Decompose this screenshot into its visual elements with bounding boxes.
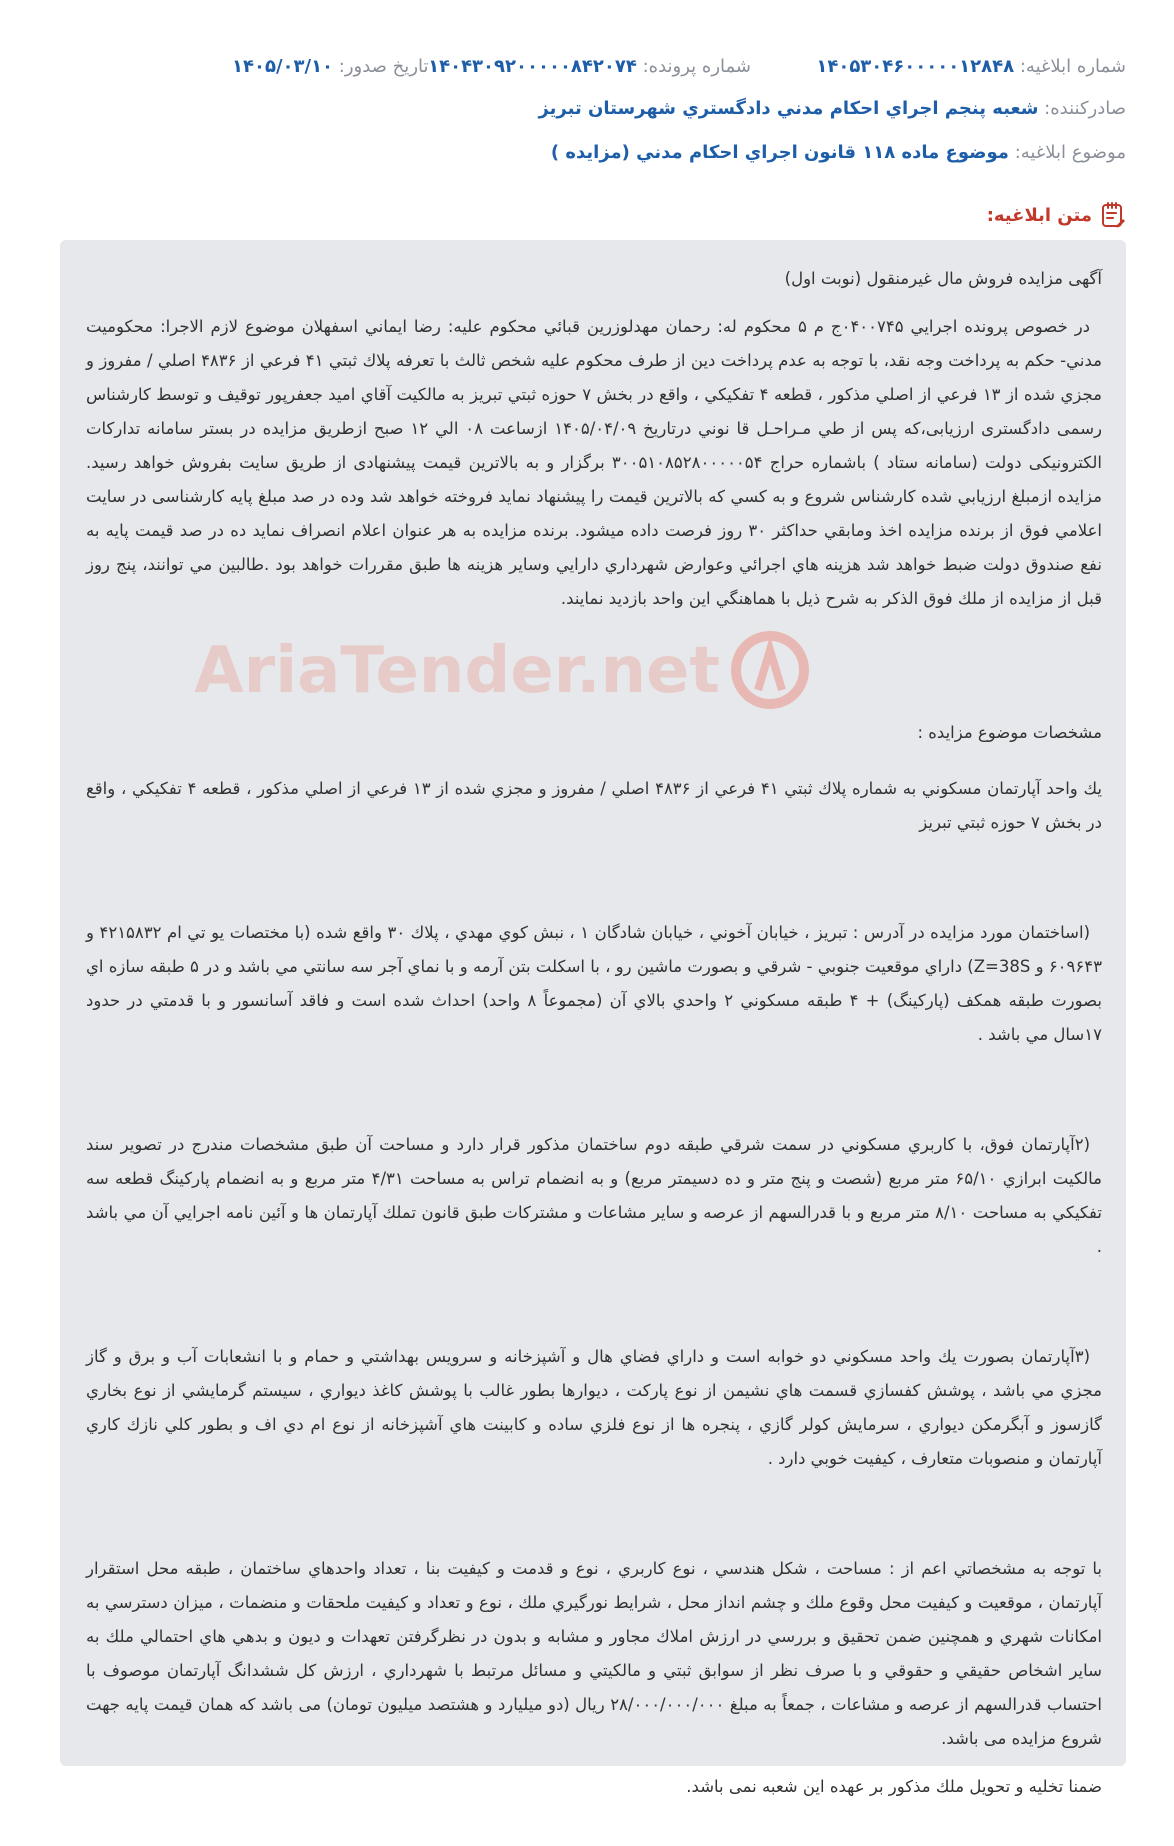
paragraph-case-details: در خصوص پرونده اجرايي ۰۴۰۰۷۴۵ج م ۵ محكوم له: رحمان مهدلوزرين قبائي محكوم عليه: رضا ايماني اسفهلان موضوع لازم الاجرا: محكوميت مدني- حكم به پرداخت وجه نقد، با توجه به عدم پرداخت دين از طرف محكوم عليه شخص ثالث با تعرفه پلاك ثبتي ۴۱ فرعي از ۴۸۳۶ اصلي / مفروز و مجزي شده از ۱۳ فرعي از اصلي مذكور ، قطعه ۴ تفكيكي ، واقع در بخش ۷ حوزه ثبتي تبريز به مالكيت آقاي اميد جعفرپور توقيف و توسط كارشناس رسمی دادگستری ارزيابی،که پس از طي مـراحـل قا نوني درتاريخ ۱۴۰۵/۰۴/۰۹ ازساعت ۰۸ الي ۱۲ صبح ازطريق مزايده در بستر سامانه تداركات الكترونيكی دولت (سامانه ستاد ) باشماره حراج ۳۰۰۵۱۰۸۵۲۸۰۰۰۰۰۵۴ برگزار و به بالاترين قيمت پيشنهادی از طريق سايت بفروش خواهد رسيد. مزايده ازمبلغ ارزيابي شده كارشناس شروع و به كسي كه بالاترين قيمت را پيشنهاد نمايد فروخته خواهد شد وده در صد مبلغ پايه كارشناسی در سايت اعلامي فوق از برنده مزايده اخذ ومابقي حداكثر ۳۰ روز فرصت داده ميشود. برنده مزايده به هر عنوان اعلام انصراف نمايد ده در صد قيمت پايه به نفع صندوق دولت ضبط خواهد شد هزينه هاي اجرائي وعوارض شهرداري دارايي وساير هزينه ها طبق مقررات خواهد بود .طالبين مي توانند، پنج روز قبل از مزايده از ملك فوق الذكر به شرح ذيل با هماهنگي اين واحد بازديد نمايند.: [86, 317, 1103, 608]
paragraph-delivery-note: ضمنا تخليه و تحويل ملك مذكور بر عهده اين شعبه نمی باشد.: [686, 1777, 1102, 1796]
paragraph-valuation: با توجه به مشخصاتي اعم از : مساحت ، شكل هندسي ، نوع كاربري ، نوع و قدمت و كيفيت بنا ، تعداد واحدهاي ساختمان ، طبقه محل استقرار آپارتمان ، موقعيت و كيفيت محل وقوع ملك و چشم انداز محل ، شرايط نورگيري ملك ، نوع و تعداد و كيفيت ملحقات و منضمات ، ميزان دسترسي به امكانات شهري و همچنين ضمن تحقيق و بررسي در ارزش املاك مجاور و مشابه و بدون در نظرگرفتن تعهدات و ديون و بدهي هاي احتمالي ملك به ساير اشخاص حقيقي و حقوقي و با صرف نظر از سوابق ثبتي و مالكيتي و مسائل مرتبط با شهرداري ، ارزش كل ششدانگ آپارتمان موصوف با احتساب قدرالسهم از عرصه و مشاعات ، جمعاً به مبلغ ۲۸/۰۰۰/۰۰۰/۰۰۰ ريال (دو ميليارد و هشتصد ميليون تومان) می باشد كه همان قيمت پايه جهت شروع مزايده می باشد.: [86, 1559, 1103, 1748]
notice-number: [816, 56, 1126, 77]
meta-row: [48, 56, 1126, 84]
subject-line: [551, 142, 1126, 163]
issue-date-label: تاريخ صدور:: [338, 56, 429, 77]
case-number: [428, 56, 751, 77]
section-title: [987, 200, 1126, 230]
paragraph-apartment-area: (۲آپارتمان فوق، با كاربري مسكوني در سمت شرقي طبقه دوم ساختمان مذكور قرار دارد و مساحت آن طبق مشخصات مندرج در تصوير سند مالكيت ابرازي ۶۵/۱۰ متر مربع (شصت و پنج متر و ده دسيمتر مربع) و به انضمام تراس به مساحت ۴/۳۱ متر مربع و به انضمام پاركينگ قطعه سه تفكيكي به مساحت ۸/۱۰ متر مربع و با قدرالسهم از عرصه و ساير مشاعات و مشتركات طبق قانون تملك آپارتمان ها و آئين نامه اجرايي آن مي باشد .: [86, 1135, 1102, 1256]
issuer-label: صادرکننده:: [1044, 98, 1126, 119]
case-number-label: شماره پرونده:: [642, 56, 751, 77]
issue-date-value: ۱۴۰۵/۰۳/۱۰: [232, 56, 334, 77]
paragraph-building-address: (اساختمان مورد مزايده در آدرس : تبريز ، خيابان آخوني ، خيابان شادگان ۱ ، نبش كوي مهدي ، پلاك ۳۰ واقع شده (با مختصات يو تي ام ۴۲۱۵۸۳۲ و ۶۰۹۶۴۳ و Z=38S) داراي موقعيت جنوبي - شرقي و بصورت ماشين رو ، با اسكلت بتن آرمه و با نماي آجر سه سانتي مي باشد و در ۵ طبقه سازه اي بصورت طبقه همكف (پاركينگ) + ۴ طبقه مسكوني ۲ واحدي بالاي آن (مجموعاً ۸ واحد) احداث شده است و فاقد آسانسور و با قدمتي در حدود ۱۷سال مي باشد .: [85, 923, 1103, 1044]
paragraph-specs-heading: مشخصات موضوع مزايده :: [917, 723, 1102, 742]
notice-number-value: ۱۴۰۵۳۰۴۶۰۰۰۰۰۱۲۸۴۸: [816, 56, 1015, 77]
subject-label: موضوع ابلاغيه:: [1014, 142, 1126, 163]
issuer-line: [538, 98, 1126, 119]
notice-number-label: شماره ابلاغيه:: [1019, 56, 1126, 77]
issuer-value: شعبه پنجم اجراي احكام مدني دادگستري شهرستان تبريز: [538, 98, 1039, 119]
watermark-text: AriaTender.net: [194, 634, 720, 708]
issue-date: [232, 56, 429, 77]
paragraph-unit-description: يك واحد آپارتمان مسكوني به شماره پلاك ثبتي ۴۱ فرعي از ۴۸۳۶ اصلي / مفروز و مجزي شده از ۱۳ فرعي از اصلي مذكور ، قطعه ۴ تفكيكي ، واقع در بخش ۷ حوزه ثبتي تبريز: [86, 779, 1102, 832]
notice-title: آگهی مزایده فروش مال غیرمنقول (نوبت اول): [784, 269, 1102, 288]
paragraph-apartment-features: (۳آپارتمان بصورت يك واحد مسكوني دو خوابه است و داراي فضاي هال و آشپزخانه و سرويس بهداشتي و حمام و با انشعابات آب و برق و گاز مجزي مي باشد ، پوشش كفسازي قسمت هاي نشيمن از نوع پاركت ، ديوارها بطور غالب با پوشش كاغذ ديواري ، سيستم گرمايشي از نوع بخاري گازسوز و آبگرمكن ديواري ، سرمايش كولر گازي ، پنجره ها از نوع فلزي ساده و كابينت هاي آشپزخانه از نوع ام دي اف و بطور كلي نازك كاري آپارتمان و منصوبات متعارف ، كيفيت خوبي دارد .: [86, 1347, 1102, 1468]
subject-value: موضوع ماده ۱۱۸ قانون اجراي احكام مدني (مزايده ): [550, 142, 1009, 163]
document-edit-icon: [1100, 201, 1126, 229]
case-number-value: ۱۴۰۴۳۰۹۲۰۰۰۰۰۸۴۲۰۷۴: [428, 56, 637, 77]
notice-body: [60, 240, 1126, 1796]
section-title-text: متن ابلاغيه:: [986, 204, 1092, 226]
